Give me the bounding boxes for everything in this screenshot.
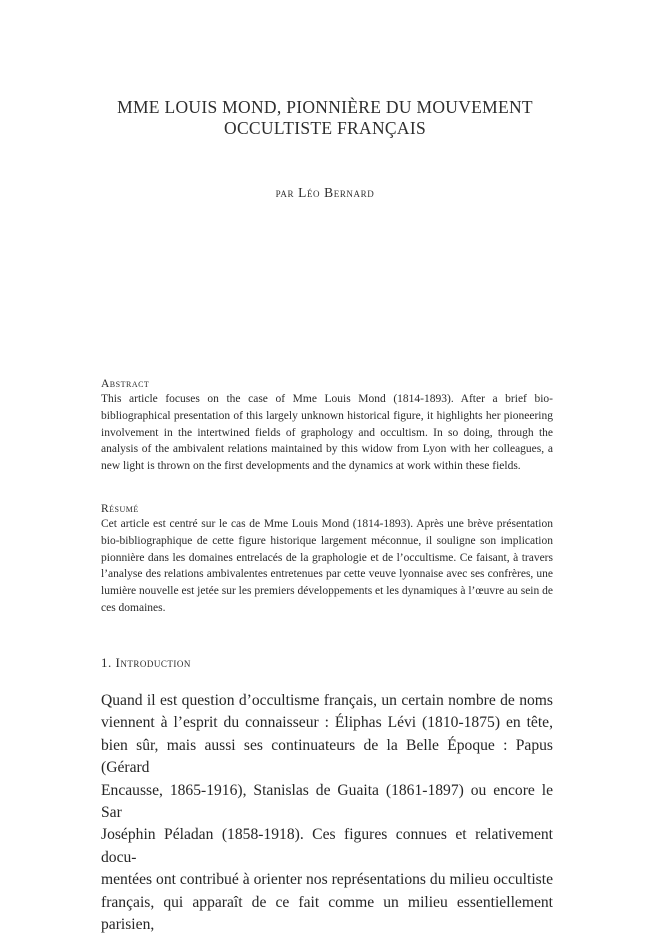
article-title (60, 97, 590, 139)
article-title-line-2: OCCULTISTE FRANÇAIS (224, 118, 426, 138)
body-line: viennent à l’esprit du connaisseur : Éliphas Lévi (1810-1875) en tête, (101, 714, 553, 732)
body-line: Joséphin Péladan (1858-1918). Ces figures connues et relativement docu- (101, 826, 553, 866)
abstract-heading: Abstract (101, 378, 150, 390)
abstract-section (101, 377, 553, 475)
author-byline: par Léo Bernard (275, 185, 375, 200)
body-line: français, qui apparaît de ce fait comme un milieu essentiellement parisien, (101, 893, 553, 934)
body-line: bien sûr, mais aussi ses continuateurs de la Belle Époque : Papus (Gérard (101, 736, 553, 777)
abstract-text: This article focuses on the case of Mme Louis Mond (1814-1893). After a brief bio-bibliographical presentation of this largely unknown historical figure, it highlights her pioneering involvement in the intertwined fields of graphology and occultism. In so doing, through the analysis of the ambivalent relations maintained by this widow from Lyon with her colleagues, a new light is thrown on the first developments and the dynamics at work within these fields. (101, 393, 553, 473)
body-line: Encausse, 1865-1916), Stanislas de Guaita (1861-1897) ou encore le Sar (101, 781, 553, 822)
section-heading-introduction: 1. Introduction (101, 655, 191, 670)
resume-heading: Résumé (101, 503, 139, 515)
resume-text: Cet article est centré sur le cas de Mme Louis Mond (1814-1893). Après une brève présentation bio-bibliographique de cette figure historique largement méconnue, il souligne son implication pionnière dans les domaines entrelacés de la graphologie et de l’occultisme. Ce faisant, à travers l’analyse des relations ambivalentes entretenues par cette veuve lyonnaise avec ses confrères, une lumière nouvelle est jetée sur les premiers développements et les dynamiques à l’œuvre au sein de ces domaines. (101, 518, 553, 614)
resume-section (101, 502, 553, 617)
body-line: Quand il est question d’occultisme français, un certain nombre de noms (101, 692, 553, 709)
body-line: mentées ont contribué à orienter nos représentations du milieu occultiste (101, 871, 553, 889)
article-title-line-1: MME LOUIS MOND, PIONNIÈRE DU MOUVEMENT (117, 97, 533, 117)
body-paragraph (101, 690, 553, 936)
